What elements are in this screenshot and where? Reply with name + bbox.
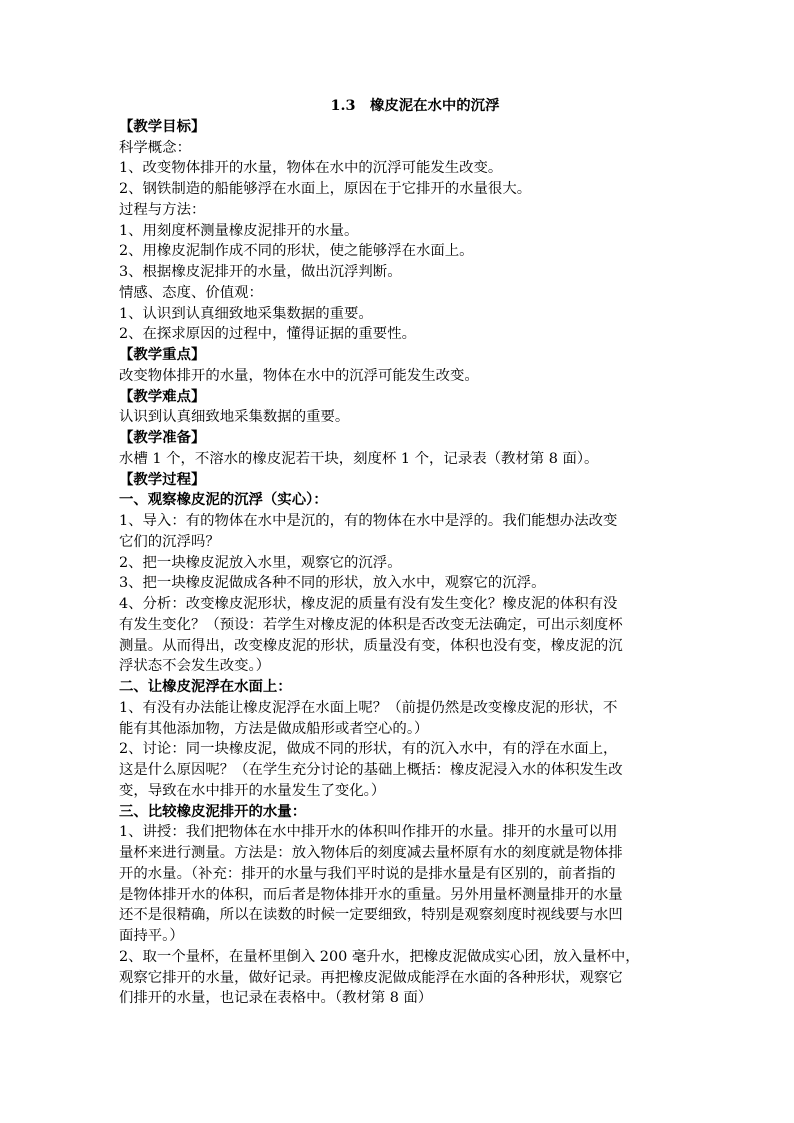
text-line: 过程与方法： <box>119 201 206 218</box>
text-line: 2、讨论：同一块橡皮泥，做成不同的形状，有的沉入水中，有的浮在水面上， <box>119 741 618 758</box>
text-line: 水槽 1 个，不溶水的橡皮泥若干块，刻度杯 1 个，记录表（教材第 8 面）。 <box>119 450 599 467</box>
text-line: 3、把一块橡皮泥做成各种不同的形状，放入水中，观察它的沉浮。 <box>119 575 546 592</box>
section-heading: 【教学准备】 <box>119 429 206 446</box>
text-line: 改变物体排开的水量，物体在水中的沉浮可能发生改变。 <box>119 367 479 384</box>
text-line: 1、讲授：我们把物体在水中排开水的体积叫作排开的水量。排开的水量可以用 <box>119 824 618 841</box>
text-line: 们排开的水量，也记录在表格中。（教材第 8 面） <box>119 990 433 1007</box>
section-heading: 【教学过程】 <box>119 470 206 488</box>
subsection-heading: 三、比较橡皮泥排开的水量： <box>119 802 307 820</box>
text-line: 2、把一块橡皮泥放入水里，观察它的沉浮。 <box>119 554 402 571</box>
page-title: 1.3 橡皮泥在水中的沉浮 <box>330 97 500 114</box>
text-line: 面持平。） <box>119 928 184 944</box>
text-line: 它们的沉浮吗？ <box>119 533 220 550</box>
text-line: 1、改变物体排开的水量，物体在水中的沉浮可能发生改变。 <box>119 160 503 177</box>
text-line: 2、用橡皮泥制作成不同的形状，使之能够浮在水面上。 <box>119 243 474 260</box>
text-line: 2、在探求原因的过程中，懂得证据的重要性。 <box>119 326 416 343</box>
document-lines <box>119 117 681 1009</box>
subsection-heading: 二、让橡皮泥浮在水面上： <box>119 678 292 695</box>
text-line: 1、导入：有的物体在水中是沉的，有的物体在水中是浮的。我们能想办法改变 <box>119 513 618 529</box>
text-line: 情感、态度、价值观： <box>119 284 263 301</box>
section-heading: 【教学重点】 <box>119 346 206 363</box>
section-heading: 【教学难点】 <box>119 387 206 405</box>
text-line: 观察它排开的水量，做好记录。再把橡皮泥做成能浮在水面的各种形状，观察它 <box>119 969 623 986</box>
text-line: 2、取一个量杯，在量杯里倒入 200 毫升水，把橡皮泥做成实心团，放入量杯中， <box>119 948 640 965</box>
text-line: 浮状态不会发生改变。） <box>119 658 271 675</box>
text-line: 测量。从而得出，改变橡皮泥的形状，质量没有变，体积也没有变，橡皮泥的沉 <box>119 637 623 654</box>
text-line: 量杯来进行测量。方法是：放入物体后的刻度减去量杯原有水的刻度就是物体排 <box>119 845 623 861</box>
text-line: 科学概念： <box>119 139 191 156</box>
text-line: 有发生变化？（预设：若学生对橡皮泥的体积是否改变无法确定，可出示刻度杯 <box>119 616 623 633</box>
text-line: 开的水量。（补充：排开的水量与我们平时说的是排水量是有区别的，前者指的 <box>119 865 616 882</box>
text-line: 能有其他添加物，方法是做成船形或者空心的。） <box>119 720 429 737</box>
text-line: 还不是很精确，所以在读数的时候一定要细致，特别是观察刻度时视线要与水凹 <box>119 907 623 924</box>
text-line: 这是什么原因呢？（在学生充分讨论的基础上概括：橡皮泥浸入水的体积发生改 <box>119 762 623 778</box>
text-line: 1、有没有办法能让橡皮泥浮在水面上呢？（前提仍然是改变橡皮泥的形状，不 <box>119 699 618 716</box>
text-line: 是物体排开水的体积，而后者是物体排开水的重量。另外用量杯测量排开的水量 <box>119 886 623 903</box>
text-line: 1、用刻度杯测量橡皮泥排开的水量。 <box>119 222 359 239</box>
text-line: 2、钢铁制造的船能够浮在水面上，原因在于它排开的水量很大。 <box>119 181 532 197</box>
text-line: 认识到认真细致地采集数据的重要。 <box>119 409 350 426</box>
text-line: 4、分析：改变橡皮泥形状，橡皮泥的质量有没有发生变化？橡皮泥的体积有没 <box>119 596 618 612</box>
text-line: 变，导致在水中排开的水量发生了变化。） <box>119 782 386 799</box>
section-heading: 【教学目标】 <box>119 117 206 135</box>
text-line: 1、认识到认真细致地采集数据的重要。 <box>119 305 373 322</box>
document-body <box>119 96 681 1009</box>
text-line: 3、根据橡皮泥排开的水量，做出沉浮判断。 <box>119 264 402 280</box>
subsection-heading: 一、观察橡皮泥的沉浮（实心）： <box>119 491 328 509</box>
